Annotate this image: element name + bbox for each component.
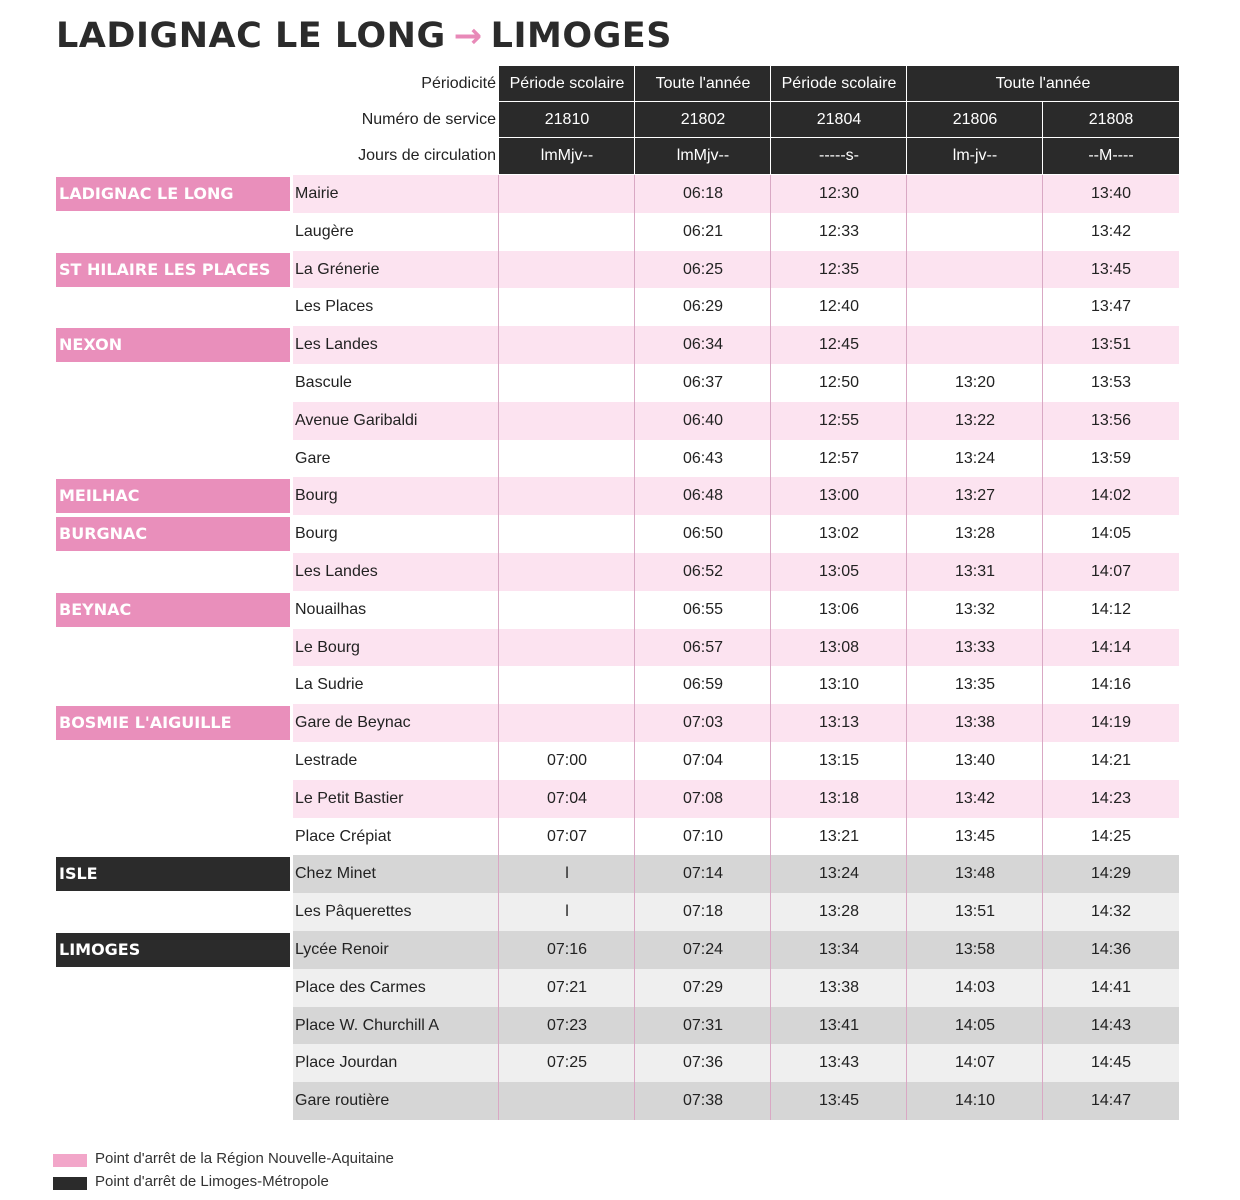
departure-time: 13:40 xyxy=(1090,185,1132,202)
departure-time: 13:05 xyxy=(818,563,860,580)
stop-name: Gare de Beynac xyxy=(295,714,411,732)
departure-time: 13:22 xyxy=(954,411,996,429)
departure-time xyxy=(910,326,1040,364)
departure-time xyxy=(502,440,632,478)
departure-time: 07:03 xyxy=(682,714,724,732)
stop-name: Le Bourg xyxy=(295,638,360,656)
service-number-cell: 21804 xyxy=(771,102,907,138)
departure-time: 14:10 xyxy=(954,1092,996,1110)
departure-time: 13:32 xyxy=(954,600,996,618)
town-label: NEXON xyxy=(56,328,290,362)
departure-time: 12:55 xyxy=(818,411,860,429)
departure-time: l xyxy=(565,903,569,921)
town-label: MEILHAC xyxy=(56,479,290,513)
header-label-periodicite: Périodicité xyxy=(421,75,496,92)
departure-time: 14:43 xyxy=(1090,1016,1132,1034)
departure-time: 07:16 xyxy=(546,941,588,958)
departure-time: 13:45 xyxy=(818,1092,860,1110)
departure-time xyxy=(502,402,632,440)
departure-time: 13:58 xyxy=(954,941,996,958)
departure-time: 07:18 xyxy=(682,903,724,921)
stop-name: Les Landes xyxy=(295,336,378,354)
departure-time: 07:24 xyxy=(682,941,724,958)
departure-time: 13:21 xyxy=(818,827,860,845)
departure-time: 07:10 xyxy=(682,827,724,845)
departure-time: 13:51 xyxy=(1090,336,1132,354)
departure-time: 07:00 xyxy=(546,752,588,769)
departure-time xyxy=(502,477,632,515)
stop-name: Bourg xyxy=(295,487,338,505)
departure-time: 13:34 xyxy=(818,941,860,958)
arrow-right-icon: → xyxy=(453,16,483,56)
departure-time: 14:25 xyxy=(1090,827,1132,845)
departure-time: 14:14 xyxy=(1090,638,1132,656)
legend-label: Point d'arrêt de la Région Nouvelle-Aquitaine xyxy=(95,1150,394,1167)
departure-time xyxy=(502,251,632,289)
departure-time: 07:04 xyxy=(546,789,588,807)
town-label: ISLE xyxy=(56,857,290,891)
departure-time: 13:42 xyxy=(954,789,996,807)
departure-time: 14:32 xyxy=(1090,903,1132,921)
departure-time: 13:45 xyxy=(1090,260,1132,278)
departure-time xyxy=(910,175,1040,213)
departure-time: 06:25 xyxy=(682,260,724,278)
departure-time xyxy=(910,213,1040,251)
legend-swatch xyxy=(53,1154,87,1167)
column-separator xyxy=(906,175,907,1120)
departure-time: 14:03 xyxy=(954,978,996,996)
departure-time: 13:00 xyxy=(818,487,860,505)
column-separator xyxy=(1042,175,1043,1120)
departure-time xyxy=(502,175,632,213)
departure-time: 13:28 xyxy=(818,903,860,921)
header-label-jours: Jours de circulation xyxy=(358,147,496,164)
stop-name: Place W. Churchill A xyxy=(295,1016,440,1034)
departure-time: 06:34 xyxy=(682,336,724,354)
days-cell: lm-jv-- xyxy=(907,138,1043,174)
departure-time xyxy=(502,591,632,629)
town-label: LIMOGES xyxy=(56,933,290,967)
days-cell: lmMjv-- xyxy=(635,138,771,174)
departure-time xyxy=(502,704,632,742)
header-label-service: Numéro de service xyxy=(361,111,496,128)
departure-time: 06:21 xyxy=(682,222,724,240)
stop-name: Les Places xyxy=(295,298,374,316)
departure-time: 06:55 xyxy=(682,600,724,618)
departure-time: 13:02 xyxy=(818,525,860,543)
period-cell: Toute l'année xyxy=(635,66,771,102)
departure-time: 13:10 xyxy=(818,676,860,694)
departure-time: 06:48 xyxy=(682,487,724,505)
departure-time: 12:35 xyxy=(818,260,860,278)
departure-time: 14:19 xyxy=(1090,714,1132,732)
period-cell: Toute l'année xyxy=(907,66,1179,102)
service-number-cell: 21808 xyxy=(1043,102,1179,138)
departure-time: l xyxy=(565,865,569,883)
departure-time: 12:45 xyxy=(818,336,860,354)
stop-name: Chez Minet xyxy=(295,865,376,883)
period-cell: Période scolaire xyxy=(771,66,907,102)
stop-name: La Grénerie xyxy=(295,260,380,278)
header-row-separator xyxy=(499,101,1179,102)
page-title xyxy=(56,12,672,60)
period-cell: Période scolaire xyxy=(499,66,635,102)
departure-time: 12:33 xyxy=(818,222,860,240)
stop-name: Gare routière xyxy=(295,1092,390,1110)
column-separator xyxy=(770,175,771,1120)
departure-time: 07:21 xyxy=(546,978,588,996)
stop-name: Bascule xyxy=(295,374,352,391)
departure-time: 13:28 xyxy=(954,525,996,543)
departure-time xyxy=(502,364,632,402)
departure-time xyxy=(502,213,632,251)
column-separator xyxy=(634,175,635,1120)
departure-time xyxy=(502,326,632,364)
departure-time: 06:29 xyxy=(682,298,724,316)
departure-time: 13:31 xyxy=(954,563,996,580)
header-separator xyxy=(906,66,907,174)
departure-time: 14:29 xyxy=(1090,865,1132,883)
legend-swatch xyxy=(53,1177,87,1190)
departure-time: 14:21 xyxy=(1090,752,1132,769)
departure-time: 13:45 xyxy=(954,827,996,845)
departure-time: 14:05 xyxy=(954,1016,996,1034)
departure-time: 14:07 xyxy=(1090,563,1132,580)
stop-name: Nouailhas xyxy=(295,600,367,618)
stop-name: Bourg xyxy=(295,525,338,543)
column-separator xyxy=(498,175,499,1120)
departure-time: 06:59 xyxy=(682,676,724,694)
departure-time: 07:08 xyxy=(682,789,724,807)
departure-time: 13:42 xyxy=(1090,222,1132,240)
stop-name: Place des Carmes xyxy=(295,978,426,996)
service-number-cell: 21802 xyxy=(635,102,771,138)
departure-time: 06:40 xyxy=(682,411,724,429)
column-separator xyxy=(292,175,293,1120)
departure-time: 13:24 xyxy=(954,449,996,467)
departure-time: 13:33 xyxy=(954,638,996,656)
stop-name: Lestrade xyxy=(295,752,358,769)
departure-time: 13:40 xyxy=(954,752,996,769)
stop-name: Mairie xyxy=(295,185,339,202)
departure-time: 07:23 xyxy=(546,1016,588,1034)
service-number-cell: 21810 xyxy=(499,102,635,138)
departure-time: 07:14 xyxy=(682,865,724,883)
departure-time xyxy=(502,553,632,591)
departure-time: 07:38 xyxy=(682,1092,724,1110)
departure-time xyxy=(502,666,632,704)
header-row-separator xyxy=(499,137,1179,138)
departure-time: 07:31 xyxy=(682,1016,724,1034)
departure-time: 13:35 xyxy=(954,676,996,694)
departure-time: 13:48 xyxy=(954,865,996,883)
town-label: BOSMIE L'AIGUILLE xyxy=(56,706,290,740)
header-separator xyxy=(1042,102,1043,174)
town-label: ST HILAIRE LES PLACES xyxy=(56,253,290,287)
departure-time: 14:16 xyxy=(1090,676,1132,694)
departure-time: 14:47 xyxy=(1090,1092,1132,1110)
header-separator xyxy=(770,66,771,174)
departure-time: 07:36 xyxy=(682,1054,724,1072)
town-label: LADIGNAC LE LONG xyxy=(56,177,290,211)
departure-time: 06:18 xyxy=(682,185,724,202)
departure-time: 13:24 xyxy=(818,865,860,883)
legend-label: Point d'arrêt de Limoges-Métropole xyxy=(95,1173,329,1190)
departure-time: 14:36 xyxy=(1090,941,1132,958)
departure-time: 06:52 xyxy=(682,563,724,580)
departure-time: 07:29 xyxy=(682,978,724,996)
departure-time: 13:27 xyxy=(954,487,996,505)
departure-time: 12:40 xyxy=(818,298,860,316)
departure-time: 07:25 xyxy=(546,1054,588,1072)
stop-name: Avenue Garibaldi xyxy=(295,411,418,429)
departure-time: 13:38 xyxy=(818,978,860,996)
departure-time xyxy=(502,515,632,553)
departure-time: 13:13 xyxy=(818,714,860,732)
town-label: BEYNAC xyxy=(56,593,290,627)
departure-time xyxy=(502,288,632,326)
days-cell: -----s- xyxy=(771,138,907,174)
departure-time: 13:59 xyxy=(1090,449,1132,467)
departure-time: 13:15 xyxy=(818,752,860,769)
stop-name: Lycée Renoir xyxy=(295,941,389,958)
stop-name: Le Petit Bastier xyxy=(295,789,404,807)
departure-time: 06:43 xyxy=(682,449,724,467)
stop-name: Gare xyxy=(295,449,331,467)
departure-time: 12:50 xyxy=(818,374,860,391)
stop-name: La Sudrie xyxy=(295,676,364,694)
departure-time: 14:07 xyxy=(954,1054,996,1072)
town-label: BURGNAC xyxy=(56,517,290,551)
departure-time: 14:12 xyxy=(1090,600,1132,618)
departure-time: 06:50 xyxy=(682,525,724,543)
departure-time: 07:04 xyxy=(682,752,724,769)
departure-time: 13:51 xyxy=(954,903,996,921)
departure-time xyxy=(910,251,1040,289)
title-destination: LIMOGES xyxy=(490,16,672,56)
departure-time: 13:47 xyxy=(1090,298,1132,316)
departure-time xyxy=(502,1082,632,1120)
departure-time: 14:05 xyxy=(1090,525,1132,543)
stop-name: Les Landes xyxy=(295,563,378,580)
departure-time: 14:23 xyxy=(1090,789,1132,807)
departure-time: 12:57 xyxy=(818,449,860,467)
service-number-cell: 21806 xyxy=(907,102,1043,138)
departure-time: 14:45 xyxy=(1090,1054,1132,1072)
header-separator xyxy=(634,66,635,174)
departure-time: 13:20 xyxy=(954,374,996,391)
departure-time: 13:38 xyxy=(954,714,996,732)
departure-time: 07:07 xyxy=(546,827,588,845)
title-origin: LADIGNAC LE LONG xyxy=(56,16,446,56)
departure-time: 06:57 xyxy=(682,638,724,656)
days-cell: lmMjv-- xyxy=(499,138,635,174)
departure-time: 14:41 xyxy=(1090,978,1132,996)
departure-time: 13:43 xyxy=(818,1054,860,1072)
departure-time: 13:06 xyxy=(818,600,860,618)
departure-time xyxy=(910,288,1040,326)
departure-time: 13:56 xyxy=(1090,411,1132,429)
stop-name: Laugère xyxy=(295,222,354,240)
stop-name: Place Crépiat xyxy=(295,827,392,845)
stop-name: Les Pâquerettes xyxy=(295,903,412,921)
departure-time: 06:37 xyxy=(682,374,724,391)
departure-time: 13:53 xyxy=(1090,374,1132,391)
departure-time: 14:02 xyxy=(1090,487,1132,505)
departure-time xyxy=(502,629,632,667)
stop-name: Place Jourdan xyxy=(295,1054,398,1072)
days-cell: --M---- xyxy=(1043,138,1179,174)
departure-time: 13:08 xyxy=(818,638,860,656)
departure-time: 12:30 xyxy=(818,185,860,202)
departure-time: 13:41 xyxy=(818,1016,860,1034)
departure-time: 13:18 xyxy=(818,789,860,807)
